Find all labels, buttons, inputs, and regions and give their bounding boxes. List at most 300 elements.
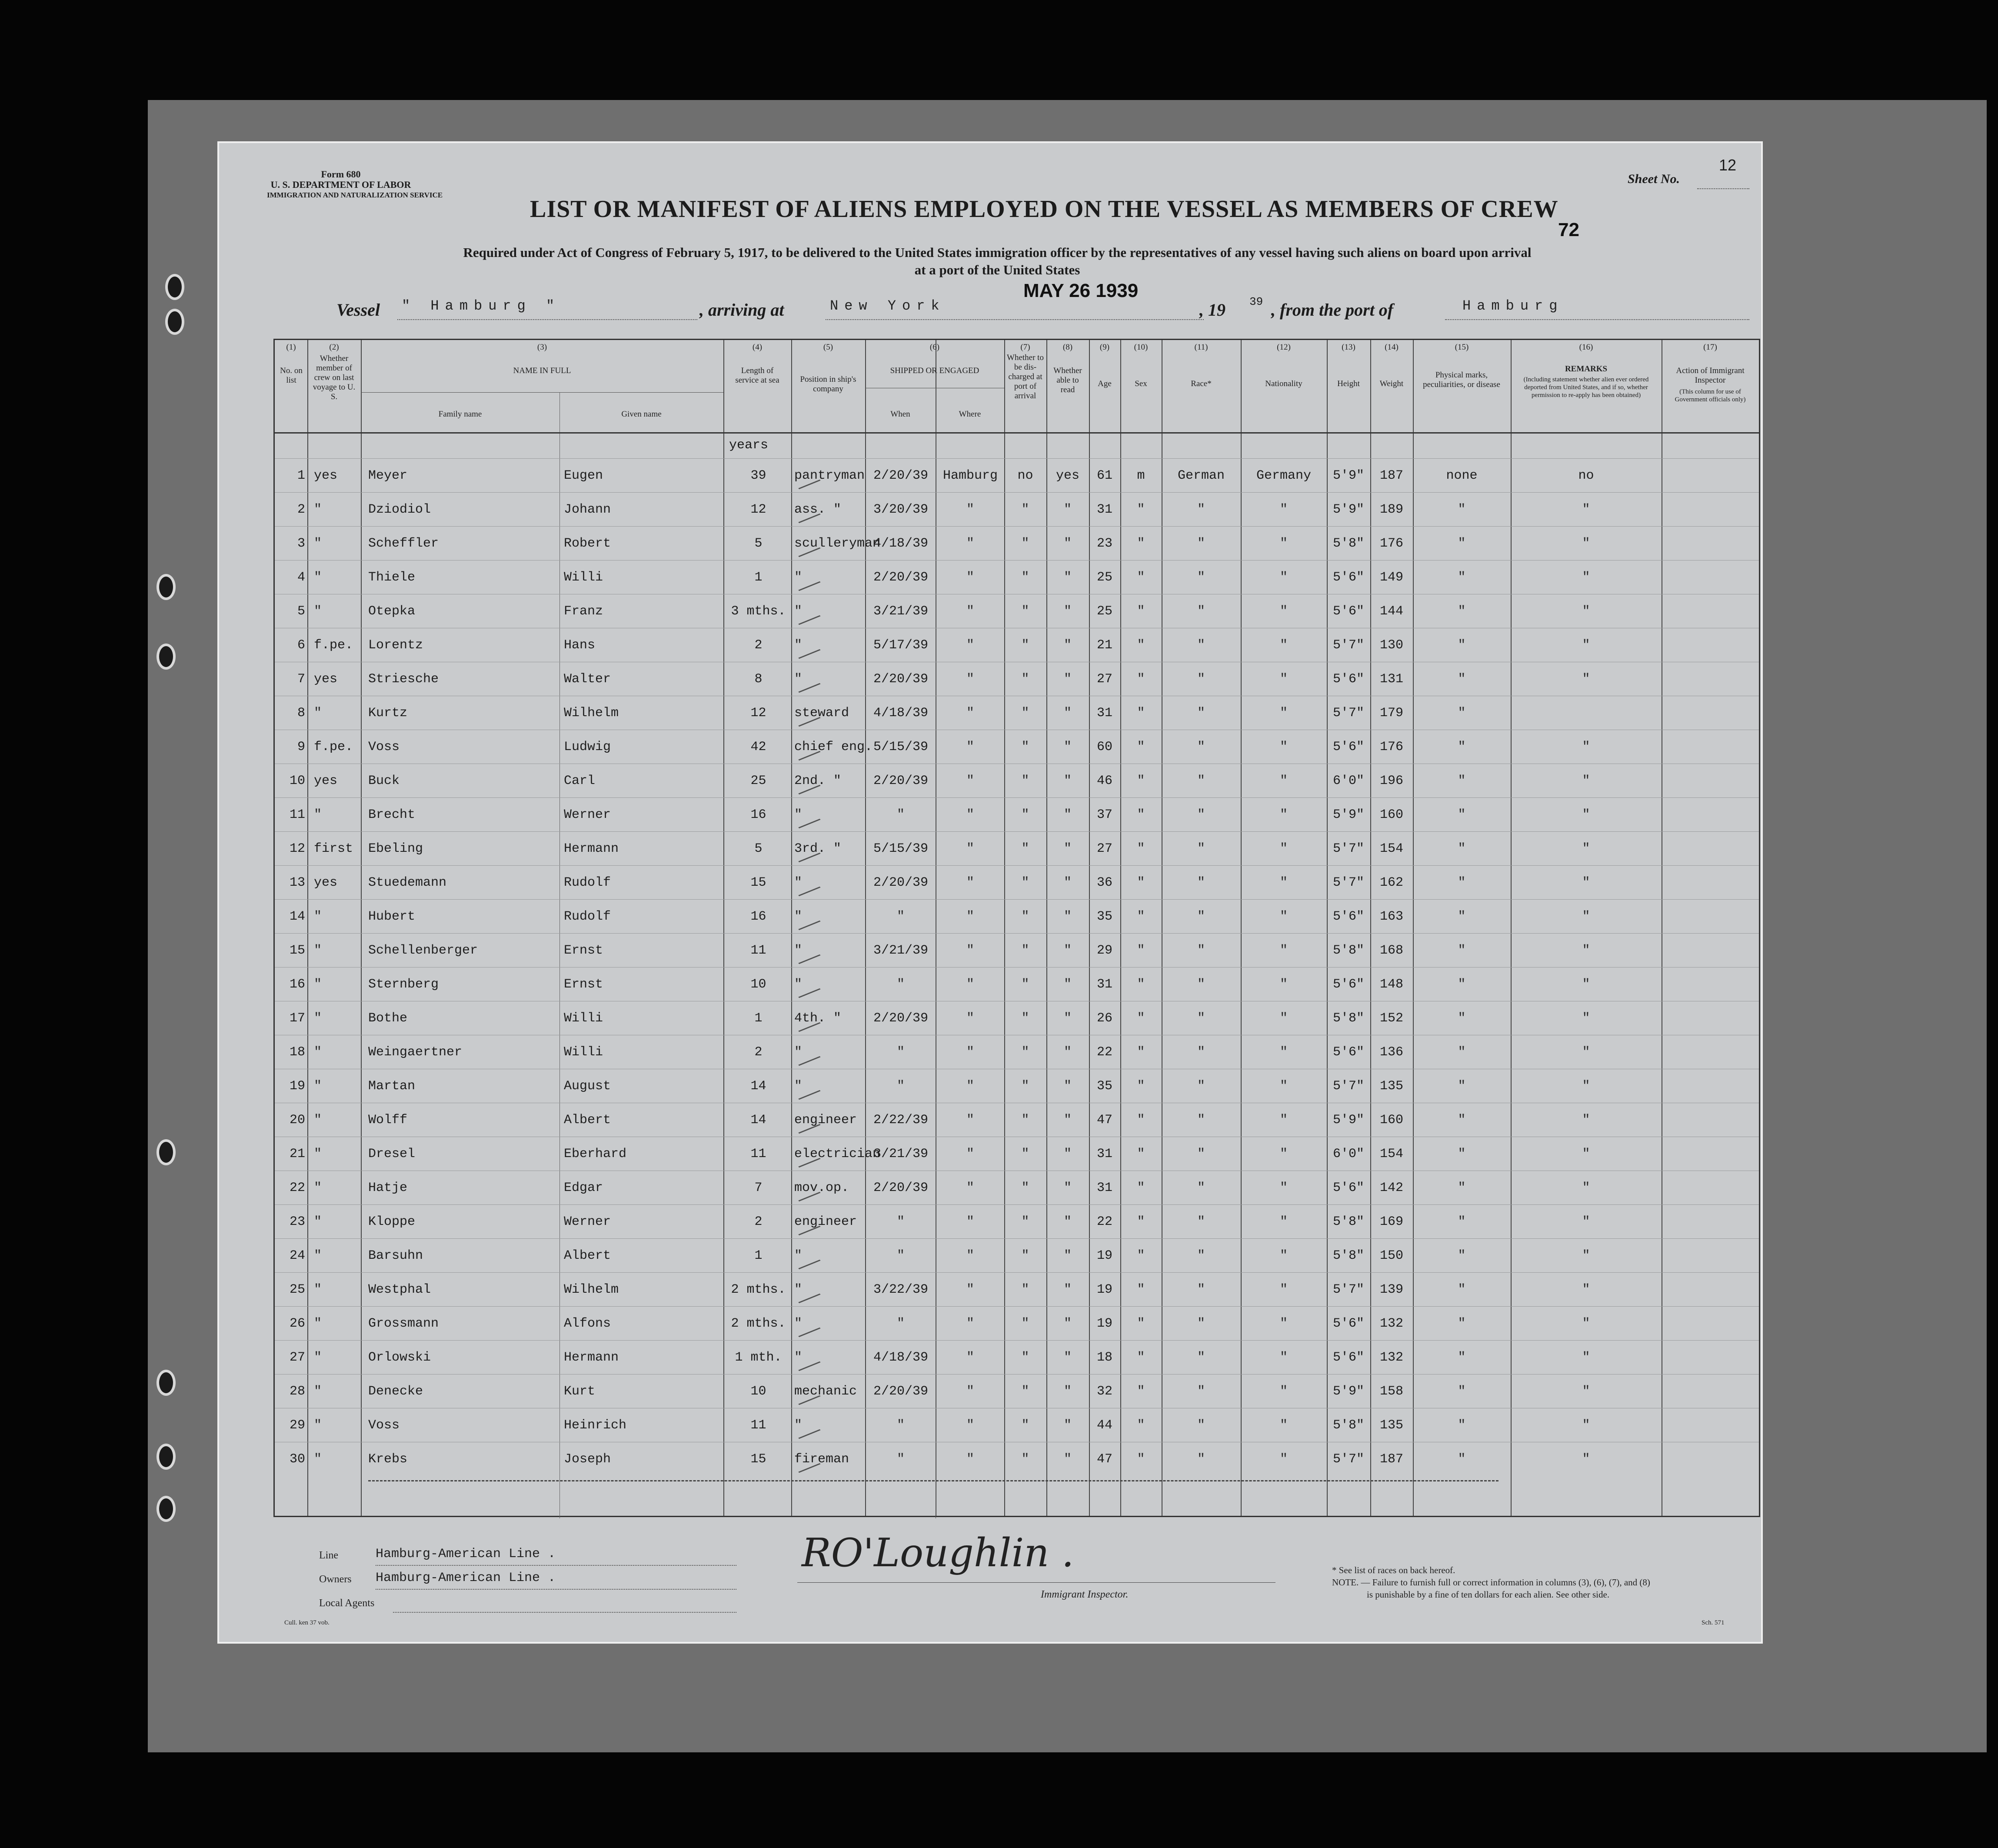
binder-hole (165, 274, 184, 300)
physical-marks-cell: " (1458, 536, 1466, 551)
line-value: Hamburg-American Line . (376, 1547, 556, 1561)
crew-last-voyage-cell: " (314, 1350, 322, 1365)
row-number-cell: 22 (289, 1181, 305, 1195)
to-be-discharged-cell: " (1021, 1214, 1029, 1229)
nationality-cell: " (1279, 740, 1288, 754)
name-header-line (361, 392, 723, 393)
nationality-cell: " (1279, 1011, 1288, 1026)
crew-last-voyage-cell: " (314, 977, 322, 992)
given-name-cell: Hermann (564, 1350, 619, 1365)
shipped-where-cell: " (966, 672, 974, 687)
given-name-cell: Wilhelm (564, 1282, 619, 1297)
weight-cell: 148 (1379, 977, 1403, 992)
shipped-where-cell: " (966, 1248, 974, 1263)
physical-marks-cell: " (1458, 1079, 1466, 1094)
physical-marks-cell: " (1458, 638, 1466, 653)
weight-cell: 130 (1379, 638, 1403, 653)
race-cell: " (1197, 502, 1205, 517)
length-of-service-cell: 11 (750, 1147, 766, 1161)
age-cell: 22 (1096, 1045, 1112, 1060)
remarks-cell: " (1582, 604, 1590, 619)
length-of-service-cell: 8 (754, 672, 763, 687)
age-cell: 29 (1096, 943, 1112, 958)
remarks-cell: " (1582, 1316, 1590, 1331)
weight-cell: 187 (1379, 468, 1403, 483)
shipped-when-cell: " (896, 1316, 905, 1331)
length-of-service-cell: 16 (750, 807, 766, 822)
to-be-discharged-cell: " (1021, 570, 1029, 585)
physical-marks-cell: " (1458, 604, 1466, 619)
weight-cell: 135 (1379, 1418, 1403, 1433)
shipped-where-cell: " (966, 909, 974, 924)
age-cell: 25 (1096, 570, 1112, 585)
sheet-number-label: Sheet No. (1628, 172, 1680, 186)
col16-subheader: (Including statement whether alien ever ordered deported from United States, and if so, whether permission to re-apply has been obtained) (1523, 376, 1649, 399)
race-cell: " (1197, 536, 1205, 551)
family-name-cell: Striesche (368, 672, 439, 687)
shipped-when-cell: 2/20/39 (873, 468, 929, 483)
nationality-cell: " (1279, 1147, 1288, 1161)
height-cell: 5'7" (1332, 875, 1364, 890)
service: IMMIGRATION AND NATURALIZATION SERVICE (267, 191, 443, 199)
length-of-service-cell: 2 mths. (731, 1316, 786, 1331)
position-cell: fireman (794, 1452, 849, 1467)
shipped-where-cell: " (966, 502, 974, 517)
nationality-cell: " (1279, 672, 1288, 687)
col5-number: (5) (823, 343, 833, 352)
position-cell: " (794, 1079, 803, 1094)
table-row (275, 967, 1759, 1001)
row-number-cell: 8 (297, 706, 305, 721)
shipped-where-cell: " (966, 1316, 974, 1331)
physical-marks-cell: " (1458, 1350, 1466, 1365)
able-to-read-cell: " (1063, 841, 1072, 856)
height-cell: 5'7" (1332, 1079, 1364, 1094)
col11-number: (11) (1194, 343, 1208, 352)
to-be-discharged-cell: " (1021, 1147, 1029, 1161)
age-cell: 35 (1096, 909, 1112, 924)
position-cell: engineer (794, 1214, 857, 1229)
shipped-when-cell: 4/18/39 (873, 536, 929, 551)
to-be-discharged-cell: " (1021, 1316, 1029, 1331)
shipped-when-cell: " (896, 977, 905, 992)
sheet-number: 12 (1719, 156, 1737, 174)
sex-cell: " (1137, 1181, 1145, 1195)
col6-header: SHIPPED OR ENGAGED (890, 366, 979, 375)
given-name-cell: Robert (564, 536, 611, 551)
height-cell: 5'9" (1332, 807, 1364, 822)
check-tick-icon (778, 1373, 820, 1405)
family-name-cell: Dziodiol (368, 502, 431, 517)
check-tick-icon (778, 898, 820, 930)
height-cell: 5'9" (1332, 1113, 1364, 1127)
weight-cell: 135 (1379, 1079, 1403, 1094)
length-of-service-cell: 1 (754, 1248, 763, 1263)
nationality-cell: " (1279, 909, 1288, 924)
position-cell: mechanic (794, 1384, 857, 1399)
able-to-read-cell: " (1063, 1113, 1072, 1127)
able-to-read-cell: " (1063, 1147, 1072, 1161)
shipped-where-cell: " (966, 1350, 974, 1365)
shipped-where-header: Where (959, 410, 981, 419)
age-cell: 25 (1096, 604, 1112, 619)
sex-cell: " (1137, 570, 1145, 585)
nationality-cell: " (1279, 875, 1288, 890)
penalty-note-line-2: is punishable by a fine of ten dollars for each alien. See other side. (1367, 1589, 1610, 1600)
sex-cell: " (1137, 1384, 1145, 1399)
shipped-where-cell: " (966, 570, 974, 585)
table-row (275, 628, 1759, 662)
sex-cell: " (1137, 1113, 1145, 1127)
to-be-discharged-cell: " (1021, 909, 1029, 924)
family-name-cell: Schellenberger (368, 943, 478, 958)
nationality-cell: " (1279, 706, 1288, 721)
shipped-where-cell: " (966, 943, 974, 958)
shipped-where-cell: " (966, 1384, 974, 1399)
family-name-cell: Lorentz (368, 638, 423, 653)
race-cell: " (1197, 1147, 1205, 1161)
race-cell: " (1197, 1181, 1205, 1195)
col7-header: Whether to be dis-charged at port of arrival (1007, 353, 1044, 400)
family-name-header: Family name (438, 410, 482, 419)
col4-header: Length of service at sea (735, 366, 779, 385)
table-row (275, 1340, 1759, 1374)
remarks-cell: " (1582, 875, 1590, 890)
to-be-discharged-cell: " (1021, 1011, 1029, 1026)
position-cell: 3rd. " (794, 841, 842, 856)
department: U. S. DEPARTMENT OF LABOR (270, 179, 411, 190)
race-cell: " (1197, 1011, 1205, 1026)
age-cell: 19 (1096, 1282, 1112, 1297)
remarks-cell: " (1582, 1181, 1590, 1195)
able-to-read-cell: " (1063, 1384, 1072, 1399)
shipped-when-cell: 3/22/39 (873, 1282, 929, 1297)
table-row (275, 560, 1759, 594)
length-of-service-cell: 25 (750, 774, 766, 788)
family-name-cell: Otepka (368, 604, 416, 619)
shipped-when-cell: " (896, 1248, 905, 1263)
shipped-where-cell: " (966, 1418, 974, 1433)
height-cell: 5'8" (1332, 1248, 1364, 1263)
height-cell: 5'7" (1332, 706, 1364, 721)
race-cell: " (1197, 1248, 1205, 1263)
line-underline (376, 1565, 736, 1566)
height-cell: 5'6" (1332, 672, 1364, 687)
row-number-cell: 21 (289, 1147, 305, 1161)
given-name-cell: Eberhard (564, 1147, 627, 1161)
table-row (275, 933, 1759, 967)
position-cell: 2nd. " (794, 774, 842, 788)
crew-last-voyage-cell: yes (314, 468, 338, 483)
height-cell: 5'9" (1332, 468, 1364, 483)
able-to-read-cell: " (1063, 807, 1072, 822)
race-cell: " (1197, 1079, 1205, 1094)
table-row (275, 1035, 1759, 1069)
table-row (275, 1408, 1759, 1442)
weight-cell: 131 (1379, 672, 1403, 687)
physical-marks-cell: " (1458, 1045, 1466, 1060)
family-name-cell: Martan (368, 1079, 416, 1094)
check-tick-icon (778, 932, 820, 964)
position-cell: ass. " (794, 502, 842, 517)
binder-hole (157, 1444, 176, 1470)
col17-header: Action of Immigrant Inspector (1676, 366, 1745, 385)
nationality-cell: " (1279, 1452, 1288, 1467)
age-cell: 60 (1096, 740, 1112, 754)
subtitle-line-2: at a port of the United States (914, 262, 1080, 277)
shipped-when-cell: 2/20/39 (873, 1181, 929, 1195)
vessel-name: " Hamburg " (402, 298, 561, 314)
physical-marks-cell: " (1458, 807, 1466, 822)
age-cell: 44 (1096, 1418, 1112, 1433)
col15-header: Physical marks, peculiarities, or disease (1423, 370, 1500, 389)
weight-cell: 168 (1379, 943, 1403, 958)
able-to-read-cell: " (1063, 638, 1072, 653)
physical-marks-cell: " (1458, 1214, 1466, 1229)
height-cell: 5'6" (1332, 1350, 1364, 1365)
table-row (275, 1001, 1759, 1035)
shipped-where-cell: " (966, 740, 974, 754)
shipped-when-cell: 5/17/39 (873, 638, 929, 653)
sex-cell: " (1137, 706, 1145, 721)
row-number-cell: 30 (289, 1452, 305, 1467)
remarks-cell: " (1582, 1248, 1590, 1263)
check-tick-icon (778, 1067, 820, 1100)
given-name-cell: Hans (564, 638, 596, 653)
race-cell: " (1197, 1214, 1205, 1229)
race-cell: German (1177, 468, 1225, 483)
physical-marks-cell: " (1458, 706, 1466, 721)
row-number-cell: 29 (289, 1418, 305, 1433)
print-code-right: Sch. 571 (1702, 1619, 1725, 1626)
table-row (275, 696, 1759, 730)
able-to-read-cell: " (1063, 502, 1072, 517)
height-cell: 5'6" (1332, 604, 1364, 619)
able-to-read-cell: " (1063, 672, 1072, 687)
weight-cell: 144 (1379, 604, 1403, 619)
crew-last-voyage-cell: " (314, 1079, 322, 1094)
nationality-cell: " (1279, 807, 1288, 822)
height-cell: 5'6" (1332, 570, 1364, 585)
check-tick-icon (778, 1135, 820, 1168)
remarks-cell: no (1578, 468, 1594, 483)
length-of-service-cell: 1 (754, 1011, 763, 1026)
able-to-read-cell: " (1063, 536, 1072, 551)
race-cell: " (1197, 1418, 1205, 1433)
row-number-cell: 4 (297, 570, 305, 585)
crew-last-voyage-cell: yes (314, 672, 338, 687)
race-cell: " (1197, 604, 1205, 619)
length-of-service-cell: 1 (754, 570, 763, 585)
nationality-cell: " (1279, 774, 1288, 788)
col7-number: (7) (1020, 343, 1030, 352)
length-of-service-cell: 10 (750, 977, 766, 992)
table-row (275, 458, 1759, 493)
able-to-read-cell: " (1063, 604, 1072, 619)
table-row (275, 1238, 1759, 1273)
position-cell: sculleryman (794, 536, 881, 551)
given-name-cell: Franz (564, 604, 603, 619)
sex-cell: " (1137, 841, 1145, 856)
sex-cell: m (1137, 468, 1145, 483)
age-cell: 21 (1096, 638, 1112, 653)
length-of-service-cell: 14 (750, 1113, 766, 1127)
nationality-cell: " (1279, 638, 1288, 653)
to-be-discharged-cell: " (1021, 1113, 1029, 1127)
sex-cell: " (1137, 1011, 1145, 1026)
nationality-cell: " (1279, 1418, 1288, 1433)
shipped-where-cell: " (966, 1011, 974, 1026)
remarks-cell: " (1582, 1214, 1590, 1229)
weight-cell: 150 (1379, 1248, 1403, 1263)
given-name-cell: Willi (564, 1045, 603, 1060)
table-row (275, 1272, 1759, 1307)
remarks-cell: " (1582, 977, 1590, 992)
crew-last-voyage-cell: " (314, 909, 322, 924)
sex-cell: " (1137, 638, 1145, 653)
position-cell: " (794, 909, 803, 924)
shipped-where-cell: " (966, 1181, 974, 1195)
row-number-cell: 23 (289, 1214, 305, 1229)
given-name-cell: Willi (564, 1011, 603, 1026)
weight-cell: 176 (1379, 740, 1403, 754)
col2-header: Whether member of crew on last voyage to U. S. (313, 354, 356, 401)
nationality-cell: " (1279, 604, 1288, 619)
remarks-cell: " (1582, 570, 1590, 585)
remarks-cell: " (1582, 1384, 1590, 1399)
age-cell: 47 (1096, 1113, 1112, 1127)
height-cell: 5'7" (1332, 841, 1364, 856)
col15-number: (15) (1455, 343, 1469, 352)
crew-last-voyage-cell: " (314, 943, 322, 958)
crew-last-voyage-cell: " (314, 706, 322, 721)
given-name-cell: Hermann (564, 841, 619, 856)
length-of-service-cell: 2 (754, 638, 763, 653)
table-row (275, 1374, 1759, 1408)
check-tick-icon (778, 1237, 820, 1269)
crew-last-voyage-cell: " (314, 502, 322, 517)
age-cell: 61 (1096, 468, 1112, 483)
to-be-discharged-cell: " (1021, 875, 1029, 890)
sex-cell: " (1137, 1350, 1145, 1365)
length-of-service-cell: 3 mths. (731, 604, 786, 619)
race-cell: " (1197, 1282, 1205, 1297)
signature-line (797, 1582, 1275, 1583)
age-cell: 31 (1096, 706, 1112, 721)
race-cell: " (1197, 1113, 1205, 1127)
row-number-cell: 24 (289, 1248, 305, 1263)
col3-number: (3) (537, 343, 547, 352)
check-tick-icon (778, 1271, 820, 1303)
check-tick-icon (778, 491, 820, 523)
col11-header: Race* (1191, 379, 1212, 388)
length-of-service-cell: 15 (750, 1452, 766, 1467)
to-be-discharged-cell: " (1021, 1079, 1029, 1094)
crew-last-voyage-cell: " (314, 1282, 322, 1297)
col10-header: Sex (1135, 379, 1147, 388)
able-to-read-cell: " (1063, 1011, 1072, 1026)
age-cell: 31 (1096, 502, 1112, 517)
col17-subheader: (This column for use of Government officials only) (1675, 388, 1746, 403)
remarks-cell: " (1582, 807, 1590, 822)
sex-cell: " (1137, 1147, 1145, 1161)
age-cell: 23 (1096, 536, 1112, 551)
position-cell: " (794, 977, 803, 992)
form-info (267, 169, 443, 200)
physical-marks-cell: " (1458, 909, 1466, 924)
physical-marks-cell: none (1446, 468, 1478, 483)
nationality-cell: " (1279, 1350, 1288, 1365)
able-to-read-cell: " (1063, 1418, 1072, 1433)
sex-cell: " (1137, 943, 1145, 958)
age-cell: 27 (1096, 672, 1112, 687)
shipped-when-cell: 4/18/39 (873, 706, 929, 721)
age-cell: 22 (1096, 1214, 1112, 1229)
given-name-cell: Rudolf (564, 909, 611, 924)
age-cell: 46 (1096, 774, 1112, 788)
check-tick-icon (778, 525, 820, 557)
check-tick-icon (778, 1441, 820, 1473)
remarks-cell: " (1582, 502, 1590, 517)
nationality-cell: " (1279, 570, 1288, 585)
given-name-cell: Eugen (564, 468, 603, 483)
table-end-rule (368, 1480, 1498, 1481)
shipped-where-cell: " (966, 841, 974, 856)
physical-marks-cell: " (1458, 740, 1466, 754)
table-row (275, 1306, 1759, 1341)
shipped-where-cell: " (966, 536, 974, 551)
nationality-cell: " (1279, 1384, 1288, 1399)
family-name-cell: Sternberg (368, 977, 439, 992)
age-cell: 35 (1096, 1079, 1112, 1094)
physical-marks-cell: " (1458, 1452, 1466, 1467)
nationality-cell: Germany (1256, 468, 1312, 483)
age-cell: 31 (1096, 1147, 1112, 1161)
check-tick-icon (778, 966, 820, 998)
length-of-service-cell: 15 (750, 875, 766, 890)
sex-cell: " (1137, 909, 1145, 924)
age-cell: 37 (1096, 807, 1112, 822)
given-name-cell: Edgar (564, 1181, 603, 1195)
position-cell: " (794, 875, 803, 890)
height-cell: 5'7" (1332, 1282, 1364, 1297)
row-number-cell: 5 (297, 604, 305, 619)
age-cell: 26 (1096, 1011, 1112, 1026)
nationality-cell: " (1279, 536, 1288, 551)
arriving-port-line (826, 319, 1204, 320)
position-cell: " (794, 1418, 803, 1433)
given-name-cell: Rudolf (564, 875, 611, 890)
shipped-where-cell: " (966, 1045, 974, 1060)
shipped-when-cell: 2/20/39 (873, 672, 929, 687)
sex-cell: " (1137, 1316, 1145, 1331)
to-be-discharged-cell: " (1021, 706, 1029, 721)
physical-marks-cell: " (1458, 841, 1466, 856)
col2-number: (2) (329, 343, 339, 352)
race-cell: " (1197, 841, 1205, 856)
crew-last-voyage-cell: " (314, 1045, 322, 1060)
col14-header: Weight (1379, 379, 1404, 388)
height-cell: 6'0" (1332, 1147, 1364, 1161)
from-port: Hamburg (1462, 298, 1564, 314)
col12-number: (12) (1277, 343, 1291, 352)
table-row (275, 594, 1759, 628)
row-number-cell: 10 (289, 774, 305, 788)
physical-marks-cell: " (1458, 1248, 1466, 1263)
row-number-cell: 14 (289, 909, 305, 924)
physical-marks-cell: " (1458, 502, 1466, 517)
shipped-when-cell: 2/20/39 (873, 875, 929, 890)
